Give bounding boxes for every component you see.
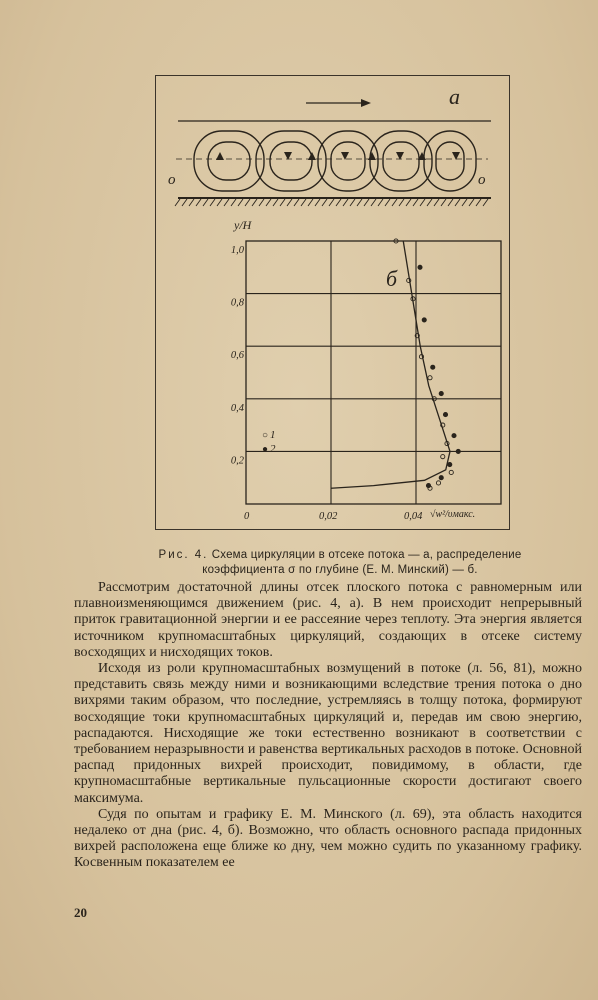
- data-point: [441, 455, 445, 459]
- hatch-stroke: [273, 199, 278, 206]
- circulation-cell-2-inner: [270, 142, 312, 180]
- hatch-stroke: [189, 199, 194, 206]
- data-point: [428, 376, 432, 380]
- data-point: [439, 476, 443, 480]
- hatch-stroke: [483, 199, 488, 206]
- y-axis-label: y/H: [234, 218, 252, 232]
- legend-label-1: 1: [270, 429, 276, 441]
- hatch-stroke: [420, 199, 425, 206]
- caption-text: Схема циркуляции в отсеке потока — а, распределение коэффициента σ по глубине (Е. М. Минский) — б.: [202, 549, 522, 576]
- hatch-stroke: [455, 199, 460, 206]
- hatch-stroke: [469, 199, 474, 206]
- label-a: а: [449, 84, 460, 109]
- circulation-cell-1-outer: [194, 131, 264, 191]
- circulation-cell-4-inner: [383, 142, 419, 180]
- hatch-stroke: [196, 199, 201, 206]
- hatch-stroke: [399, 199, 404, 206]
- x-tick-label: 0,02: [319, 511, 338, 522]
- hatch-stroke: [203, 199, 208, 206]
- arrow-up-icon: [308, 152, 316, 160]
- page-number: 20: [74, 905, 87, 920]
- circulation-cell-3-inner: [331, 142, 365, 180]
- y-tick-labels: [231, 245, 245, 466]
- legend-label-2: 2: [270, 443, 276, 455]
- circulation-cell-5-inner: [436, 142, 464, 180]
- hatch-stroke: [357, 199, 362, 206]
- y-tick-label: 0,8: [230, 297, 244, 309]
- hatch-stroke: [210, 199, 215, 206]
- data-point: [431, 365, 435, 369]
- y-tick-label: 0,6: [230, 350, 244, 362]
- figure-frame: [155, 75, 510, 530]
- hatch-stroke: [217, 199, 222, 206]
- hatch-stroke: [280, 199, 285, 206]
- hatch-stroke: [364, 199, 369, 206]
- hatch-stroke: [406, 199, 411, 206]
- paragraph-3: Судя по опытам и графику Е. М. Минского (л. 69), эта область находится недалеко от дна (рис. 4, б). Возможно, что область основного распада придонных вихрей расположена еще ближе ко дну, чем можно судить по указанному графику. Косвенным показателем ее: [74, 806, 582, 871]
- hatch-stroke: [224, 199, 229, 206]
- hatch-stroke: [427, 199, 432, 206]
- paragraph-1: Рассмотрим достаточной длины отсек плоского потока с равномерным или плавноизменяющимся движением (рис. 4, а). В нем происходит непрерывный приток гравитационной энергии и ее рассеяние через теплоту. Эта энергия является источником крупномасштабных циркуляций, создающих в отсеке систему восходящих и нисходящих токов.: [74, 580, 582, 660]
- hatch-stroke: [413, 199, 418, 206]
- figure-caption: [140, 548, 540, 578]
- x-tick-labels: [244, 511, 423, 522]
- plot-area-frame: [246, 241, 501, 504]
- hatch-stroke: [238, 199, 243, 206]
- data-point: [456, 449, 460, 453]
- sigma-distribution-chart: [231, 218, 501, 522]
- data-point: [426, 483, 430, 487]
- circulation-cell-4-outer: [370, 131, 432, 191]
- hatch-stroke: [252, 199, 257, 206]
- hatch-stroke: [308, 199, 313, 206]
- arrow-up-icon: [216, 152, 224, 160]
- flow-arrowhead-icon: [361, 99, 371, 107]
- y-tick-label: 1,0: [230, 245, 244, 256]
- panel-label-b: б: [386, 266, 398, 291]
- hatch-stroke: [245, 199, 250, 206]
- hatch-stroke: [343, 199, 348, 206]
- x-axis-label: √w²/υмакс.: [430, 509, 476, 520]
- circulation-cell-3-outer: [318, 131, 378, 191]
- label-o-left: о: [168, 172, 176, 188]
- paragraph-2: Исходя из роли крупномасштабных возмущений в потоке (л. 56, 81), можно представить связь между ними и возникающими вследствие трения потока о дно вихрями таким образом, что последние, устремляясь в толщу потока, формируют восходящие токи крупномасштабных циркуляций и, передав им свою энергию, распадаются. Нисходящие же токи естественно возникают в соответствии с требованием неразрывности и равенства вертикальных расходов в потоке. Основной распад придонных вихрей происходит, повидимому, в области, где крупномасштабные вертикальные пульсационные скорости достигают своего максимума.: [74, 661, 582, 806]
- hatch-stroke: [287, 199, 292, 206]
- circulation-schematic: [168, 84, 491, 206]
- chart-grid: [246, 241, 501, 504]
- data-point: [422, 318, 426, 322]
- hatch-stroke: [371, 199, 376, 206]
- data-point: [448, 462, 452, 466]
- hatch-stroke: [336, 199, 341, 206]
- arrow-up-icon: [368, 152, 376, 160]
- hatch-stroke: [448, 199, 453, 206]
- hatch-stroke: [392, 199, 397, 206]
- hatch-stroke: [385, 199, 390, 206]
- hatch-stroke: [315, 199, 320, 206]
- hatch-stroke: [462, 199, 467, 206]
- bed-hatching: [175, 199, 488, 206]
- x-tick-label: 0: [244, 511, 250, 522]
- data-point: [439, 391, 443, 395]
- data-point: [436, 481, 440, 485]
- hatch-stroke: [259, 199, 264, 206]
- hatch-stroke: [476, 199, 481, 206]
- hatch-stroke: [266, 199, 271, 206]
- data-point: [418, 265, 422, 269]
- label-o-right: о: [478, 172, 486, 188]
- y-tick-label: 0,4: [230, 402, 244, 414]
- x-tick-label: 0,04: [404, 511, 423, 522]
- caption-label: Рис. 4.: [158, 549, 209, 561]
- legend-marker-2: ●: [262, 444, 269, 455]
- data-point: [449, 470, 453, 474]
- figure-4: [156, 76, 508, 528]
- circulation-cell-2-outer: [256, 131, 326, 191]
- hatch-stroke: [441, 199, 446, 206]
- body-text: [74, 580, 582, 872]
- data-point: [452, 434, 456, 438]
- hatch-stroke: [231, 199, 236, 206]
- data-point: [443, 412, 447, 416]
- hatch-stroke: [294, 199, 299, 206]
- hatch-stroke: [329, 199, 334, 206]
- hatch-stroke: [350, 199, 355, 206]
- hatch-stroke: [378, 199, 383, 206]
- y-tick-label: 0,2: [230, 455, 244, 467]
- legend-marker-1: ○: [262, 430, 269, 441]
- hatch-stroke: [322, 199, 327, 206]
- hatch-stroke: [175, 199, 180, 206]
- hatch-stroke: [182, 199, 187, 206]
- hatch-stroke: [301, 199, 306, 206]
- hatch-stroke: [434, 199, 439, 206]
- circulation-cell-1-inner: [208, 142, 250, 180]
